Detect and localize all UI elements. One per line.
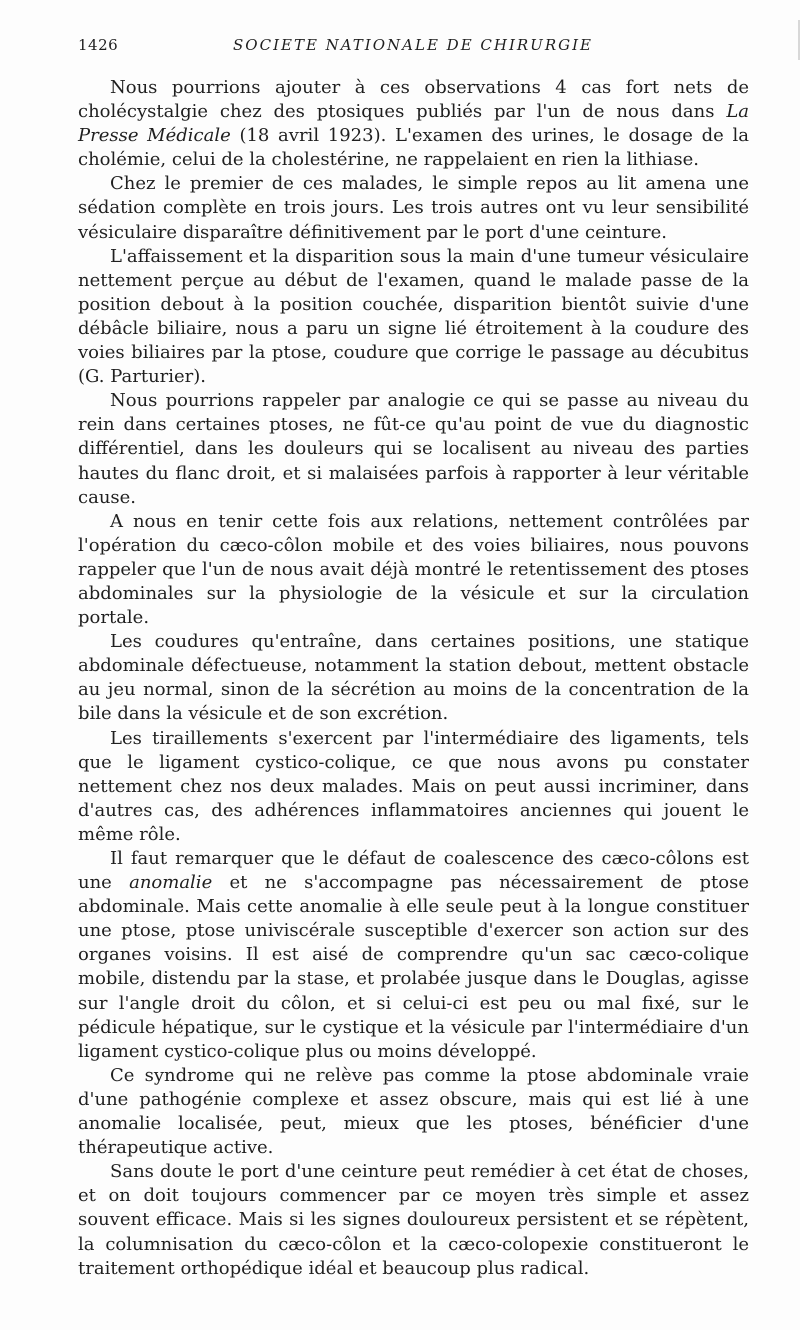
paragraph-4: Nous pourrions rappeler par analogie ce qui se passe au niveau du rein dans certaines ptoses, ne fût-ce qu'au point de vue du diagnostic différentiel, dans les douleurs qui se localisent au niveau des parties hautes du flanc droit, et si malaisées parfois à rapporter à leur véritable cause. (78, 390, 749, 508)
page-header (78, 36, 748, 58)
paragraph-7: Les tiraillements s'exercent par l'intermédiaire des ligaments, tels que le ligament cystico-colique, ce que nous avons pu constater nettement chez nos deux malades. Mais on peut aussi incriminer, dans d'autres cas, des adhérences inflammatoires anciennes qui jouent le même rôle. (78, 727, 749, 845)
paragraph-8 (78, 847, 749, 1064)
body-text (78, 76, 749, 1281)
paragraph-10: Sans doute le port d'une ceinture peut remédier à cet état de choses, et on doit toujours commencer par ce moyen très simple et assez souvent efficace. Mais si les signes douloureux persistent et se répètent, la columnisation du cæco-côlon et la cæco-colopexie constitueront le traitement orthopédique idéal et beaucoup plus radical. (78, 1161, 749, 1279)
paragraph-8-text-end: et ne s'accompagne pas nécessairement de ptose abdominale. Mais cette anomalie à elle seule peut à la longue constituer une ptose, ptose univiscérale susceptible d'exercer son action sur des organes voisins. Il est aisé de comprendre qu'un sac cæco-colique mobile, distendu par la stase, et prolabée jusque dans le Douglas, agisse sur l'angle droit du côlon, et si celui-ci est peu ou mal fixé, sur le pédicule hépatique, sur le cystique et la vésicule par l'intermédiaire d'un ligament cystico-colique plus ou moins développé. (78, 872, 749, 1062)
paragraph-3: L'affaissement et la disparition sous la main d'une tumeur vésiculaire nettement perçue au début de l'examen, quand le malade passe de la position debout à la position couchée, disparition bientôt suivie d'une débâcle biliaire, nous a paru un signe lié étroitement à la coudure des voies biliaires par la ptose, coudure que corrige le passage au décubitus (G. Parturier). (78, 245, 749, 388)
paragraph-8-text: Il faut remarquer que le défaut de coalescence des cæco-côlons est une (78, 848, 749, 894)
paragraph-9: Ce syndrome qui ne relève pas comme la ptose abdominale vraie d'une pathogénie complexe et assez obscure, mais qui est lié à une anomalie localisée, peut, mieux que les ptoses, bénéficier d'une thérapeutique active. (78, 1064, 749, 1159)
paragraph-6: Les coudures qu'entraîne, dans certaines positions, une statique abdominale défectueuse, notamment la station debout, mettent obstacle au jeu normal, sinon de la sécrétion au moins de la concentration de la bile dans la vésicule et de son excrétion. (78, 631, 749, 725)
paragraph-1-text: Nous pourrions ajouter à ces observations 4 cas fort nets de cholécystalgie chez des ptosiques publiés par l'un de nous dans (78, 77, 749, 123)
journal-title: La Presse Médicale (78, 101, 749, 147)
page-number: 1426 (78, 36, 119, 54)
paragraph-1-text-end: (18 avril 1923). L'examen des urines, le dosage de la cholémie, celui de la cholestérine, ne rappelaient en rien la lithiase. (78, 125, 749, 171)
running-title: SOCIETE NATIONALE DE CHIRURGIE (233, 36, 593, 54)
paragraph-5: A nous en tenir cette fois aux relations, nettement contrôlées par l'opération du cæco-côlon mobile et des voies biliaires, nous pouvons rappeler que l'un de nous avait déjà montré le retentissement des ptoses abdominales sur la physiologie de la vésicule et sur la circulation portale. (78, 510, 749, 629)
emphasis-anomalie: anomalie (129, 872, 213, 894)
paragraph-2: Chez le premier de ces malades, le simple repos au lit amena une sédation complète en trois jours. Les trois autres ont vu leur sensibilité vésiculaire disparaître définitivement par le port d'une ceinture. (78, 173, 749, 243)
paragraph-1 (78, 76, 749, 172)
